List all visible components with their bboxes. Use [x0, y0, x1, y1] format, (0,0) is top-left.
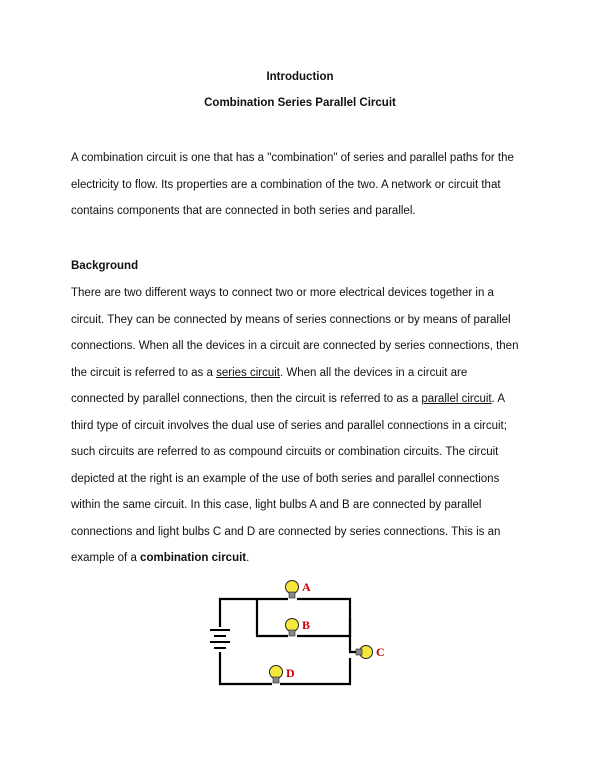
bg-line — [71, 360, 541, 387]
wire-left-top — [220, 599, 257, 627]
bulb-label: C — [376, 645, 385, 659]
bg-text: connected by parallel connections, then the circuit is referred to as a — [71, 393, 422, 405]
bulb-label: B — [302, 618, 311, 632]
wire-to-c — [350, 618, 357, 652]
bg-line: such circuits are referred to as compound circuits or combination circuits. The circuit — [71, 446, 499, 458]
bg-text: example of a — [71, 552, 141, 564]
wire-left-bottom — [220, 652, 272, 684]
bg-line: depicted at the right is an example of the use of both series and parallel connections — [71, 472, 500, 485]
bg-line — [71, 545, 541, 572]
bulb-d-icon — [270, 666, 283, 684]
bg-line: third type of circuit involves the dual use of series and parallel connections in a circuit; — [71, 419, 507, 432]
series-circuit-link[interactable]: series circuit — [216, 366, 280, 379]
bulb-label: D — [286, 666, 295, 680]
intro-line: contains components that are connected in both series and parallel. — [71, 205, 416, 217]
bg-text: the circuit is referred to as a — [71, 366, 217, 379]
document-title: Introduction — [266, 71, 334, 83]
intro-paragraph — [71, 145, 541, 225]
combination-circuit-term: combination circuit — [140, 552, 247, 564]
document-subtitle: Combination Series Parallel Circuit — [204, 97, 396, 109]
bg-line: within the same circuit. In this case, light bulbs A and B are connected by parallel — [71, 499, 482, 511]
battery-icon — [210, 630, 230, 648]
parallel-circuit-link[interactable]: parallel circuit — [421, 393, 492, 405]
background-heading: Background — [71, 260, 139, 272]
bg-line — [71, 386, 541, 413]
bg-text: . A — [491, 393, 506, 405]
bg-line: circuit. They can be connected by means of series connections or by means of parallel — [71, 313, 511, 326]
bulb-c-icon — [356, 646, 373, 659]
intro-line: A combination circuit is one that has a "combination" of series and parallel paths for the — [71, 152, 514, 164]
wire-branch-b-left — [257, 599, 288, 636]
bg-line: There are two different ways to connect two or more electrical devices together in a — [71, 287, 494, 299]
bg-text: . When all the devices in a circuit are — [280, 366, 468, 379]
combination-circuit-diagram — [200, 570, 400, 695]
intro-line: electricity to flow. Its properties are a combination of the two. A network or circuit that — [71, 178, 501, 191]
bulb-label: A — [302, 580, 311, 594]
bg-text: . — [246, 552, 250, 564]
bulb-b-icon — [286, 619, 299, 637]
bg-line: connections and light bulbs C and D are connected by series connections. This is an — [71, 525, 501, 538]
background-paragraph — [71, 280, 541, 572]
bulb-a-icon — [286, 581, 299, 599]
bg-line: connections. When all the devices in a circuit are connected by series connections, then — [71, 340, 519, 352]
